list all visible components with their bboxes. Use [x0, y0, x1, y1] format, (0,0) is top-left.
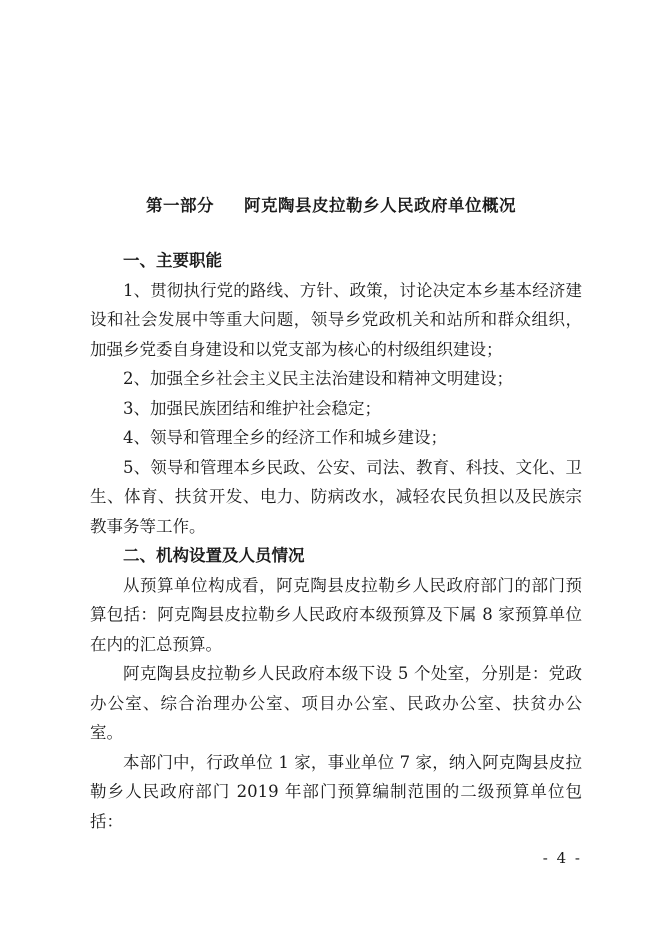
- title-name: 阿克陶县皮拉勒乡人民政府单位概况: [244, 196, 516, 215]
- function-item-1: 1、贯彻执行党的路线、方针、政策，讨论决定本乡基本经济建设和社会发展中等重大问题，领导乡党政机关和站所和群众组织，加强乡党委自身建设和以党支部为核心的村级组织建设；: [90, 280, 582, 359]
- function-item-5: 5、领导和管理本乡民政、公安、司法、教育、科技、文化、卫生、体育、扶贫开发、电力、防病改水，减轻农民负担以及民族宗教事务等工作。: [90, 457, 582, 536]
- section-heading-main-functions: 一、主要职能: [123, 251, 222, 270]
- organization-paragraph-1: 从预算单位构成看，阿克陶县皮拉勒乡人民政府部门的部门预算包括：阿克陶县皮拉勒乡人民政府本级预算及下属 8 家预算单位在内的汇总预算。: [90, 575, 582, 654]
- organization-paragraph-2: 阿克陶县皮拉勒乡人民政府本级下设 5 个处室，分别是：党政办公室、综合治理办公室、项目办公室、民政办公室、扶贫办公室。: [90, 664, 582, 742]
- function-item-2: 2、加强全乡社会主义民主法治建设和精神文明建设；: [123, 369, 513, 388]
- function-item-4: 4、领导和管理全乡的经济工作和城乡建设；: [123, 428, 447, 447]
- title-part: 第一部分: [146, 196, 214, 215]
- organization-paragraph-3: 本部门中，行政单位 1 家，事业单位 7 家，纳入阿克陶县皮拉勒乡人民政府部门 2019 年部门预算编制范围的二级预算单位包括：: [90, 752, 582, 831]
- document-title: [0, 192, 662, 216]
- section-heading-organization: 二、机构设置及人员情况: [123, 546, 305, 565]
- page-number: - 4 -: [542, 849, 582, 867]
- function-item-3: 3、加强民族团结和维护社会稳定；: [123, 398, 381, 418]
- document-body: [90, 246, 582, 836]
